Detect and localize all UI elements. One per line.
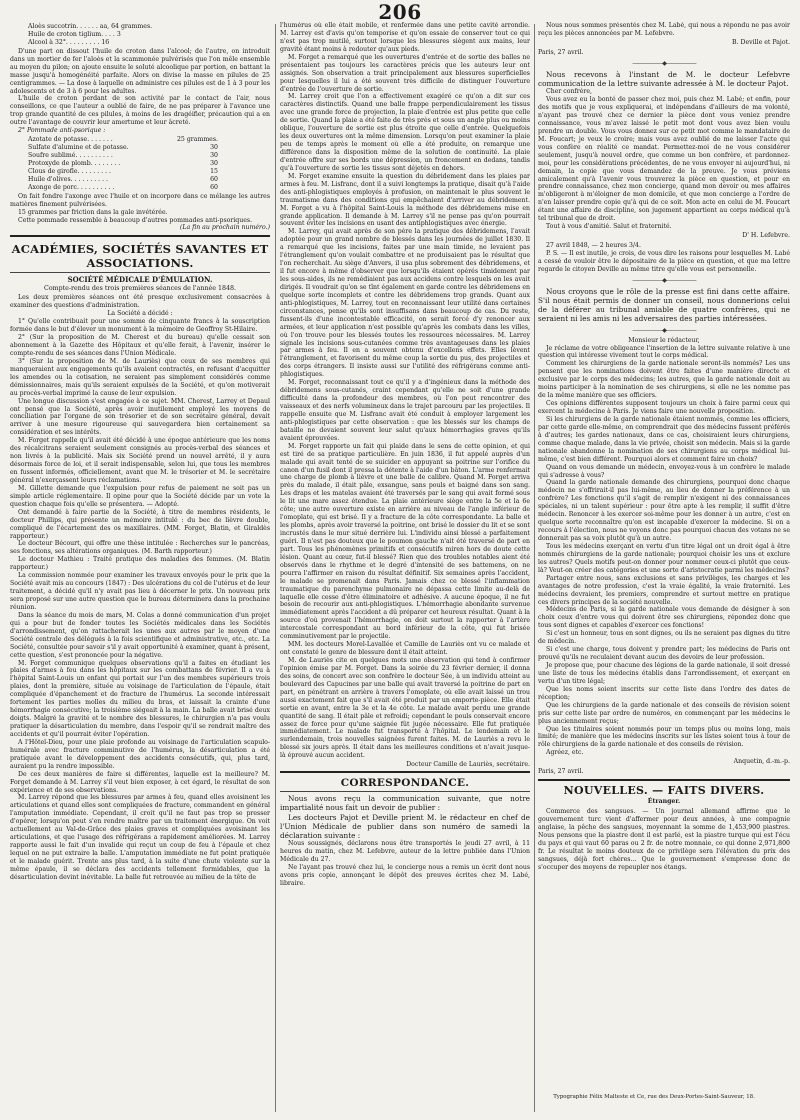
paragraph: Partager entre nous, sans exclusions et sans privilèges, les charges et les avantages de notre profession, c'est la vraie égalité, la vraie fraternité. Les médecins devraient, les premiers, comprendre et surtout mettre en pratique ces divers principes de la société nouvelle. xyxy=(538,574,790,606)
paragraph: L'huile de croton perdant de son activité par le contact de l'air, nous conseillons, ce que l'auteur a oublié de faire, de ne pas préparer à l'avance une trop grande quantité de ces pilules, à moins de les dragéifier, précaution qui a en outre l'avantage de couvrir leur amertume et leur âcreté. xyxy=(10,95,270,127)
dateline: Paris, 27 avril. xyxy=(538,768,584,776)
section-rule xyxy=(538,779,790,781)
paragraph: La commission nommée pour examiner les travaux envoyés pour le prix que la Société avait mis au concours (1847) : Des ulcérations du col de l'utérus et de leur traitement, a décidé qu'il n'y avait pas lieu à décerner le prix. Un nouveau prix sera proposé sur une autre question que le bureau déterminera dans la prochaine réunion. xyxy=(10,572,270,611)
paragraph: Tous les médecins exerçant en vertu d'un titre légal ont un droit égal à être nommés chirurgiens de la garde nationale; pourquoi choisir les uns et exclure les autres? Quels motifs peut-on donner pour nommer ceux-ci plutôt que ceux-là? Veut-on créer des catégories et une sorte d'aristocratie parmi les médecins? xyxy=(538,542,790,574)
paragraph: M. Forget rapporte un fait qui plaide dans le sens de cette opinion, et qui est tiré de sa pratique particulière. En juin 1836, il fut appelé auprès d'un malade qui avait tenté de se suicider en appuyant sa poitrine sur l'orifice du canon d'un fusil dont il pressa la détente à l'aide d'un bâton. L'arme renfermait une charge de plomb à lièvre et une balle de calibre. Quand M. Forget arriva près du malade, il était pâle, exsangue, sans pouls et baigné dans son sang. Les draps et les matelas avaient été traversés par le sang qui avait formé sous le lit une mare assez étendue. La plaie antérieure siège entre la 5e et la 6e côte; une autre ouverture existe en arrière au niveau de l'angle inférieur de l'omoplate, qui est brisé. Il y a fracture de la côte correspondante. La balle et les plombs, après avoir traversé la poitrine, ont brisé le dossier du lit et se sont incrustés dans le mur situé derrière lui. L'individu ainsi blessé a parfaitement guéri. Il n'est pas douteux que le poumon gauche n'ait été traversé de part en part. Tous les phénomènes primitifs et consécutifs miren hors de doute cette lésion. Quant au cœur, fut-il blessé? Rien que des troubles notables aient été observés dans le rhythme et le degré d'intensité de ses battemens, on ne pourra l'affirmer en raison du résultat définitif. Six semaines après l'accident, le malade se promenait dans Paris. Jamais chez ce blessé l'inflammation traumatique du parenchyme pulmonaire ne dépassa cette limite au-delà de laquelle elle cesse d'être éliminatoire et adhésive. A aucune époque, il ne fut besoin de recourir aux anti-phlogistiques. L'hémorrhagie abondante survenue immédiatement après l'accident a dû préparer cet heureux résultat. Quant à la source d'où provenait l'hémorrhagie, on doit surtout la rapporter à l'artère intercostale correspondant au bord inférieur de la côte, qui fut brisée comminutivement par le projectile. xyxy=(280,442,530,641)
paragraph: M. Forget a remarqué que les ouvertures d'entrée et de sortie des balles ne présentaient pas toujours les caractères précis que les auteurs leur ont assignés. Son observation a trait principalement aux blessures superficielles pour lesquelles il lui a été souvent très difficile de distinguer l'ouverture d'entrée de l'ouverture de sortie. xyxy=(280,53,530,93)
salutation: Monsieur le rédacteur, xyxy=(628,336,700,344)
salutation: Cher confrère, xyxy=(546,88,592,96)
recipe-line: Alcool à 32°. . . . . . . . . 16 xyxy=(28,38,110,46)
postscript: P. S. — Il est inutile, je crois, de vous dire les raisons pour lesquelles M. Labé a cessé de vouloir être le dépositaire de la pièce en question, et que ma lettre regarde le citoyen Deville au même titre qu'elle vous est personnelle. xyxy=(538,250,790,273)
paragraph: Cette pommade ressemble à beaucoup d'autres pommades anti-psoriques. xyxy=(18,216,253,224)
recipe-row xyxy=(28,176,218,184)
ingredient-amount: 30 xyxy=(210,152,218,159)
paragraph: Commerce des sangsues. — Un journal allemand affirme que le gouvernement turc vient d'affermer pour deux années, à une compagnie anglaise, la pêche des sangsues, moyennant la somme de 1,453,900 piastres. Nous pensons que la piastre dont il est parlé, est la piastre turque qui est l'écu du pays et qui vaut 60 paras ou 2 fr. de notre monnaie, ce qui donne 2,971,800 fr. Le résultat le moins douteux de ce privilège sera l'élévation du prix des sangsues, déjà fort chères... Que le gouvernement s'empresse donc de s'occuper des moyens de repeupler nos étangs. xyxy=(538,808,790,871)
paragraph: Si c'est une charge, tous doivent y prendre part; les médecins de Paris ont prouvé qu'ils ne reculaient devant aucun des devoirs de leur profession. xyxy=(538,646,790,662)
columns xyxy=(10,22,790,1117)
recipe-row xyxy=(28,184,218,192)
paragraph: Le docteur Mathieu : Traité pratique des maladies des femmes. (M. Blatin rapporteur.) xyxy=(10,556,270,572)
paragraph: MM. les docteurs Morel-Lavallée et Camille de Lauriès ont vu ce malade et ont constaté le genre de blessure dont il était atteint. xyxy=(280,641,530,657)
paragraph: Nous nous sommes présentés chez M. Labé, qui nous a répondu ne pas avoir reçu les pièces annoncées par M. Lefebvre. xyxy=(538,22,790,37)
paragraph: M. Forget rappelle qu'il avait été décidé à une époque antérieure que les noms des récalcitrans seraient seulement consignés au procès-verbal des séances et non livrés à la publicité. Mais six Société prend un nouvel arrêté, il y aura désormais force de loi, et il serait indispensable, selon lui, que tous les membres en fussent informés, officiellement, avant que M. le trésorier et M. le secrétaire général n'exerçassent leurs réclamations. xyxy=(10,437,270,484)
paragraph: 1° Qu'elle contribuait pour une somme de cinquante francs à la souscription formée dans le but d'élever un monument à la mémoire de Geoffroy St-Hilaire. xyxy=(10,318,270,334)
paragraph: Nous recevons à l'instant de M. le docteur Lefebvre communication de la lettre suivante adressée à M. le docteur Pajot. xyxy=(538,69,790,88)
recipe-row xyxy=(28,152,218,160)
paragraph: On fait fondre l'axonge avec l'huile et on incorpore dans ce mélange les autres matières finement pulvérisées. xyxy=(10,192,270,208)
news-title: NOUVELLES. — FAITS DIVERS. xyxy=(563,784,765,798)
recipe-row xyxy=(28,168,218,176)
paragraph: Vous avez eu la bonté de passer chez moi, puis chez M. Labé; et enfin, pour des motifs que je vous expliquerai, et indépendans d'ailleurs de ma volonté, n'ayant pas trouvé chez ce dernier la pièce dont vous veniez prendre connaissance, vous m'avez laissé le petit mot dont vous avez bien voulu prendre un double. Vous vous donnez sur ce petit mot comme le mandataire de M. Foucart; je veux le croire; mais vous avez oublié de me laisser l'acte qui vous confère en réalité ce mandat. Permettez-moi de ne vous considérer seulement, jusqu'à nouvel ordre, que comme un bon confrère, et pardonnez-moi, pour les considérations précédentes, de ne vous envoyer ni aujourd'hui, ni demain, la copie que vous demandez de la preuve. Je vous préviens amicalement qu'à l'avenir vous trouverez la pièce en question, et pour en prendre connaissance, chez mon concierge, quand mon devoir ou mes affaires m'obligeront à m'éloigner de mon domicile, et que mon concierge a l'ordre de n'en laisser prendre copie qu'à qui de ce soit. Mon acte en celui de M. Foucart étant une affaire de discipline, son jugement appartient au corps médical qu'à tel tribunal que de droit. xyxy=(538,96,790,223)
ingredient-amount: 60 xyxy=(210,175,218,183)
ingredient-name: Azotate de potasse. . . . . . . xyxy=(28,136,113,144)
ingredient-name: Soufre sublimé. . . . . . . . . . xyxy=(28,152,113,159)
printer-imprint: Typographie Félix Malteste et Ce, rue des Deux-Portes-Saint-Sauveur, 18. xyxy=(553,1094,755,1100)
report-title: Compte-rendu des trois premières séances de l'année 1848. xyxy=(44,285,236,293)
paragraph: Si les chirurgiens de la garde nationale étaient nommés, comme les officiers, par cette garde elle-même, on comprendrait que des médecins fussent préférés à d'autres; les gardes nationaux, dans ce cas, choisiraient leurs chirurgiens, comme chaque malade, dans la vie privée, choisit son médecin. Mais si la garde nationale abandonne la nomination de ses chirurgiens au corps médical lui-même, c'est bien différent. Pourquoi alors et comment faire un choix? xyxy=(538,415,790,463)
column-rule xyxy=(534,24,535,1112)
paragraph: M. Gillette demande que l'expulsion pour refus de paiement ne soit pas un simple article réglementaire. Il opine pour que la Société décide par un vote la question chaque fois qu'elle se présentera. — Adopté. xyxy=(10,484,270,508)
section-rule xyxy=(280,771,530,773)
paragraph: Ne l'ayant pas trouvé chez lui, le concierge nous a remis un écrit dont nous avons pris copie, annonçant le dépôt des preuves écrites chez M. Labé, libraire. xyxy=(280,863,530,887)
column-2 xyxy=(280,22,530,1114)
signature: Anquetin, d.-m.-p. xyxy=(733,758,790,766)
page-number: 206 xyxy=(378,0,422,24)
paragraph: Ces opinions différentes supposent toujours un choix à faire parmi ceux qui exercent la médecine à Paris. Je viens faire une nouvelle proposition. xyxy=(538,400,790,415)
recipe-heading: 2° Pommade anti-psorique : xyxy=(18,127,106,135)
ornamental-rule: ——————◆—————— xyxy=(632,326,696,334)
paragraph: l'humérus où elle était mobile, et renfermée dans une petite cavité arrondie. M. Larrey est d'avis qu'on temporise et qu'on essaie de conserver tout ce qui n'est pas trop mutilé, surtout lorsque les blessures siègent aux mains, leur gravité étant moins à redouter qu'aux pieds. xyxy=(280,22,530,53)
paragraph: Comment les chirurgiens de la garde nationale seront-ils nommés? Les uns pensent que les nominations doivent être faites d'une manière directe et exclusive par le corps des médecins; les autres, que la garde nationale doit au moins participer à la nomination de ses chirurgiens, si elle ne les nomme pas de la même manière que ses officiers. xyxy=(538,360,790,400)
paragraph: Ont demandé à faire partie de la Société, à titre de membres résidents, le docteur Phillips, qui présente un mémoire intitulé : du bec de lièvre double, compliqué de l'écartement des os maxillaires. (MM. Forget, Blatin, et Giraldès rapporteur.) xyxy=(10,508,270,540)
paragraph: Que les chirurgiens de la garde nationale et des conseils de révision soient pris sur cette liste par ordre de numéros, en commençant par les médecins le plus anciennement reçus; xyxy=(538,701,790,725)
paragraph: Les deux premières séances ont été presque exclusivement consacrées à examiner des questions d'administration. xyxy=(10,294,270,310)
recipe-row xyxy=(28,144,218,152)
paragraph: Médecins de Paris, si la garde nationale vous demande de désigner à son choix ceux d'entre vous qui doivent être ses chirurgiens, répondez donc que tous sont dignes et capables d'exercer ces fonctions! xyxy=(538,606,790,630)
paragraph: Agréez, etc. xyxy=(546,749,584,757)
news-subheading: Étranger. xyxy=(647,798,681,806)
ingredient-name: Clous de girofle. . . . . . . . . xyxy=(28,167,112,175)
paragraph: Que les titulaires soient nommés pour un temps plus ou moins long, mais limité; de manière que les médecins inscrits sur les listes soient tous à tour de rôle chirurgiens de la garde nationale et des conseils de révision. xyxy=(538,725,790,749)
recipe-row xyxy=(28,136,218,144)
section-rule xyxy=(280,791,530,792)
dateline: Paris, 27 avril. xyxy=(538,48,584,56)
recipe-line: Aloès succotrin. . . . . . aa, 64 grammes. xyxy=(28,23,153,30)
paragraph: Dans la séance du mois de mars, M. Colas a donné communication d'un projet qui a pour but de fonder toutes les Sociétés médicales dans les Sociétés d'arrondissement, qu'on rattacherait les unes aux autres par le moyen d'une Société centrale des délégués à la fois scientifique et administrative, etc., etc. La Société, consultée pour savoir s'il y avait opportunité à examiner, quant à présent, cette question, s'est prononcée pour la négative. xyxy=(10,611,270,659)
column-rule xyxy=(275,24,276,1112)
paragraph: 15 grammes par friction dans la gale invétérée. xyxy=(18,208,168,216)
correspondance-title: CORRESPONDANCE. xyxy=(340,777,470,790)
paragraph: M. Larrey croit que l'on a effectivement exagéré ce qu'on a dit sur ces caractères distinctifs. Quand une balle frappe perpendiculairement les tissus avec une grande force de projection, la plaie d'entrée est plus petite que celle de sortie. Quand la plaie a été faite de très près et sous un angle plus ou moins oblique, l'ouverture de sortie est plus étroite que celle d'entrée. Quelquefois les deux ouvertures ont la même dimension. Lorsqu'on peut examiner la plaie peu de temps après le moment où elle a été produite, on remarque une différence dans la disposition même de la solution de continuité. La plaie d'entrée offre sur ses bords une dépression, un froncement en dedans, tandis qu'à l'ouverture de sortie les tissus sont déjetés en dehors. xyxy=(280,93,530,172)
paragraph: M. Forget, reconnaissant tout ce qu'il y a d'ingénieux dans la méthode des débridemens sous-cutanés, craint cependant qu'elle ne soit d'une grande difficulté dans la profondeur des membres, où l'on peut rencontrer des vaisseaux et des nerfs volumineux dans le trajet parcouru par les projectiles. Il rappelle ensuite que M. Lisfranc avait été conduit à employer largement les anti-phlogistiques par cette observation : que les blessés sur les champs de bataille ne devaient souvent leur salut qu'aux hémorrhagies graves qu'ils avaient éprouvées. xyxy=(280,379,530,442)
croton-recipe xyxy=(28,23,270,47)
section-title: ACADÉMIES, SOCIÉTÉS SAVANTES ET ASSOCIATIONS. xyxy=(11,242,269,271)
paragraph: Quand on vous demande un médecin, envoyez-vous à un confrère le malade qui s'adresse à vous? xyxy=(538,463,790,479)
paragraph: M. Larrey, qui avait après de son père la pratique des débridemens, l'avait adoptée pour un grand nombre de blessés dans les journées de juillet 1830. Il a remarqué que les incisions, faites par une main timide, ne levaient pas l'étranglement qu'on voulait combattre et ne produisaient pas le résultat que l'on recherchait. Au siège d'Anvers, il usa plus sobrement des débridemens, et il fut encore à même d'observer que lorsqu'ils étaient opérés timidement par les sous-aides, ils ne remédiaient pas aux accidens contre lesquels on les avait dirigés. Il voudrait qu'on se tînt également en garde contre les débridemens en quelque sorte incomplets et contre les débridemens trop grands. Quant aux anti-phlogistiques, M. Larrey, tout en reconnaissant leur utilité dans certaines circonstances, pense qu'ils sont insuffisans dans beaucoup de cas. Du reste, fussent-ils d'une incontestable efficacité, on serait forcé d'y renoncer aux armées, et leur application n'est possible qu'après les combats dans les villes, où l'on trouve pour les blessés toutes les ressources nécessaires. M. Larrey signale les incisions sous-cutanées comme très avantageuses dans les plaies par armes à feu. Il en a souvent obtenu d'excellens effets. Elles lèvent l'étranglement, et favorisent du même coup la sortie du pus, des projectiles et des corps étrangers. Il insiste aussi sur l'utilité des réfrigérans comme anti-phlogistiques. xyxy=(280,228,530,379)
signature: B. Deville et Pajot. xyxy=(732,38,790,46)
paragraph: La Société a décidé : xyxy=(107,310,173,318)
ingredient-name: Axonge de porc. . . . . . . . . . xyxy=(28,183,115,191)
recipe-row xyxy=(28,160,218,168)
paragraph: M. de Lauriès cite en quelques mots une observation qui tend à confirmer l'opinion émise par M. Forget. Dans la soirée du 23 février dernier, il donna des soins, de concert avec son confrère le docteur Sée, à un individu atteint au boulevard des Capucines par une balle qui avait traversé la poitrine de part en part, en pénétrant en arrière à travers l'omoplate, où elle avait laissé un trou aussi exactement fait que s'il avait été produit par un emporte-pièce. Elle était sortie en avant, entre la 3e et la 4e côte. Le malade avait perdu une grande quantité de sang. Il était pâle et refroidi; cependant le pouls conservait encore assez de force pour qu'une saignée fût jugée nécessaire. Elle fut pratiquée immédiatement. Le malade fut transporté à l'hôpital. Le lendemain et le surlendemain, trois nouvelles saignées furent faites. M. de Lauriès a revu le blessé six jours après. Il était dans les meilleures conditions et n'avait jusque-là éprouvé aucun accident. xyxy=(280,657,530,760)
ingredient-amount: 25 grammes. xyxy=(177,136,218,144)
editor-note: Nous croyons que le rôle de la presse est fini dans cette affaire. S'il nous était permis de donner un conseil, nous donnerions celui de la déférer au tribunal amiable de quatre confrères, qui ne seraient ni les amis ni les adversaires des parties intéressées. xyxy=(538,286,790,324)
ornamental-rule: ——————◆—————— xyxy=(632,59,696,67)
column-3 xyxy=(538,22,790,1114)
ingredient-amount: 30 xyxy=(210,144,218,152)
ingredient-amount: 30 xyxy=(210,159,218,167)
signature: D' H. Lefebvre. xyxy=(742,232,790,240)
ornamental-rule: ——————◆—————— xyxy=(632,276,696,284)
to-be-continued: (La fin au prochain numéro.) xyxy=(179,224,270,232)
paragraph: Tout à vous d'amitié. Salut et fraternité. xyxy=(546,223,672,231)
column-1 xyxy=(10,22,270,1114)
recipe-line: Huile de croton tiglium. . . . 3 xyxy=(28,30,121,38)
paragraph: Je propose que, pour chacune des légions de la garde nationale, il soit dressé une liste de tous les médecins établis dans l'arrondissement, et exerçant en vertu d'un titre légal; xyxy=(538,662,790,685)
paragraph: Une longue discussion s'est engagée à ce sujet. MM. Cherest, Larrey et Depaul ont pensé que la Société, après avoir inutilement employé les moyens de conciliation par l'organe de son trésorier et de son secrétaire général, devait arriver à une mesure rigoureuse qui sauvegardera bien certainement sa considération et ses intérêts. xyxy=(10,397,270,437)
society-title: SOCIÉTÉ MÉDICALE D'ÉMULATION. xyxy=(67,275,213,285)
paragraph: De ces deux manières de faire si différentes, laquelle est la meilleure? M. Forget demande à M. Larrey s'il veut bien exposer, à cet égard, le résultat de son expérience et de ses observations. xyxy=(10,770,270,794)
paragraph: 3° (Sur la proposition de M. de Lauriès) que ceux de ses membres qui manqueraient aux engagements qu'ils avaient contractés, en refusant d'acquitter les amendes ou la cotisation, ne seraient pas simplement considérés comme démissionnaires, mais qu'ils seraient expulsés de la Société, et qu'on motiverait au procès-verbal imprimé la cause de leur expulsion. xyxy=(10,357,270,397)
paragraph: Je réclame de votre obligeance l'insertion de la lettre suivante relative à une question qui intéresse vivement tout le corps médical. xyxy=(538,344,790,360)
paragraph: A l'Hôtel-Dieu, pour une plaie profonde au voisinage de l'articulation scapulo-humérale avec fracture comminutive de l'humérus, la désarticulation a été pratiquée avant le développement des accidents consécutifs, qui, plus tard, auraient pu la rendre impossible. xyxy=(10,738,270,770)
paragraph: Que les noms soient inscrits sur cette liste dans l'ordre des dates de réception; xyxy=(538,685,790,701)
paragraph: M. Forget communique quelques observations qu'il a faites en étudiant les plaies d'armes à feu dans les hôpitaux sur les combattans de février. Il a vu à l'hôpital Saint-Louis un enfant qui portait sur l'un des membres supérieurs trois plaies, dont la première, située au voisinage de l'articulation de l'épaule, était compliquée d'épanchement et de fracture de l'humérus. La seconde intéressait fortement les parties molles du milieu du bras, et laissait la crainte d'une hémorrhagie consécutive; la troisième siégeait à la main. La balle avait brisé deux doigts. Malgré la gravité et le nombre des blessures, le chirurgien n'a pas voulu pratiquer la désarticulation du membre, dans l'espoir qu'il se rendrait maître des accidents et qu'il pourrait éviter l'opération. xyxy=(10,659,270,738)
paragraph: Le docteur Bécourt, qui offre une thèse intitulée : Recherches sur le pancréas, ses fonctions, ses altérations organiques. (M. Barth rapporteur.) xyxy=(10,540,270,556)
section-rule xyxy=(10,272,270,273)
paragraph: D'une part on dissout l'huile de croton dans l'alcool; de l'autre, on introduit dans un mortier de fer l'aloès et la scammonée pulvérisés que l'on mêle ensemble au moyen du pilon; on ajoute ensuite le soluté alcoolique par portion, en battant la masse jusqu'à homogénéité parfaite. Alors on divise la masse en pilules de 25 centigrammes. — La dose à laquelle on administre ces pilules est de 1 à 3 pour les adolescents et de 3 à 6 pour les adultes. xyxy=(10,47,270,95)
ingredient-name: Protoxyde de plomb. . . . . . . . xyxy=(28,159,121,167)
pommade-recipe xyxy=(28,136,270,192)
ingredient-name: Sulfate d'alumine et de potasse. xyxy=(28,144,129,152)
ingredient-amount: 60 xyxy=(210,183,218,191)
section-rule xyxy=(10,235,270,237)
paragraph: Nous avons reçu la communication suivante, que notre impartialité nous fait un devoir de publier : xyxy=(280,794,530,813)
secretary-signature: Docteur Camille de Lauriès, secrétaire. xyxy=(406,761,530,769)
ingredient-name: Huile d'olives. . . . . . . . . . xyxy=(28,175,109,183)
paragraph: Nous soussignés, déclarons nous être transportés le jeudi 27 avril, à 11 heures du matin, chez M. Lefebvre, auteur de la lettre publiée dans l'Union Médicale du 27. xyxy=(280,840,530,863)
paragraph: Les docteurs Pajot et Deville prient M. le rédacteur en chef de l'Union Médicale de publier dans son numéro de samedi la déclaration suivante : xyxy=(280,812,530,840)
ingredient-amount: 15 xyxy=(210,167,218,175)
paragraph: Si c'est un honneur, tous en sont dignes, ou ils ne seraient pas dignes du titre de médecin. xyxy=(538,630,790,646)
dateline: 27 avril 1848, — 2 heures 3/4. xyxy=(546,242,641,250)
paragraph: M. Forget examine ensuite la question du débridement dans les plaies par armes à feu. M. Lisfranc, dont il a suivi longtemps la pratique, disait qu'à l'aide des anti-phlogistiques employés à profusion, on maintenait le plus souvent le traumatisme dans des conditions qui empêchaient d'arriver au débridement. M. Forget a vu à l'hôpital Saint-Louis la méthode des débridemens mise en grande application. Il demande à M. Larrey s'il ne pense pas qu'on pourrait souvent éviter les incisions en usant des antiphlogistiques avec énergie. xyxy=(280,172,530,228)
paragraph: 2° (Sur la proposition de M. Cherest et du bureau) qu'elle cessait son abonnement à la Gazette des Hôpitaux et qu'elle ferait, à l'avenir, insérer le compte-rendu de ses séances dans l'Union Médicale. xyxy=(10,334,270,357)
paragraph: Quand la garde nationale demande des chirurgiens, pourquoi donc chaque médecin ne s'offrirait-il pas lui-même, au lieu de donner la préférence à un confrère? Les fonctions qu'il s'agit de remplir n'exigent ni des connaissances spéciales, ni un talent supérieur : pour être apte à les remplir, il suffit d'être médecin. Renoncer à les exercer soi-même pour les donner à un autre, c'est en quelque sorte reconnaître qu'on est incapable d'exercer la médecine. Si on a recours à l'élection, nous ne voyons donc pas pourquoi chacun des votans ne se donnerait pas sa voix plutôt qu'à un autre. xyxy=(538,479,790,542)
paragraph: M. Larrey répond que les blessures par armes à feu, quand elles avoisinent les articulations et quand elles sont compliquées de fracture, commandent en général l'amputation immédiate. Cependant, il croit qu'il ne faut pas trop se presser d'opérer, lorsqu'on peut s'en rendre maître par un traitement énergique. On voit actuellement au Val-de-Grâce des plaies graves et compliquées avoisinant les articulations, et que l'usage des réfrigérans a rapidement améliorées. M. Larrey rapporte aussi le fait d'un invalide qui reçut un coup de feu à l'épaule et chez lequel on ne put extraire la balle. L'amputation immédiate ne fut point pratiquée et le malade guérit. Trente ans plus tard, à la suite d'une chute violente sur la même épaule, il se déclara des accidents tellement formidables, que la désarticulation devint inévitable. La balle fut retrouvée au milieu de la tête de xyxy=(10,794,270,881)
